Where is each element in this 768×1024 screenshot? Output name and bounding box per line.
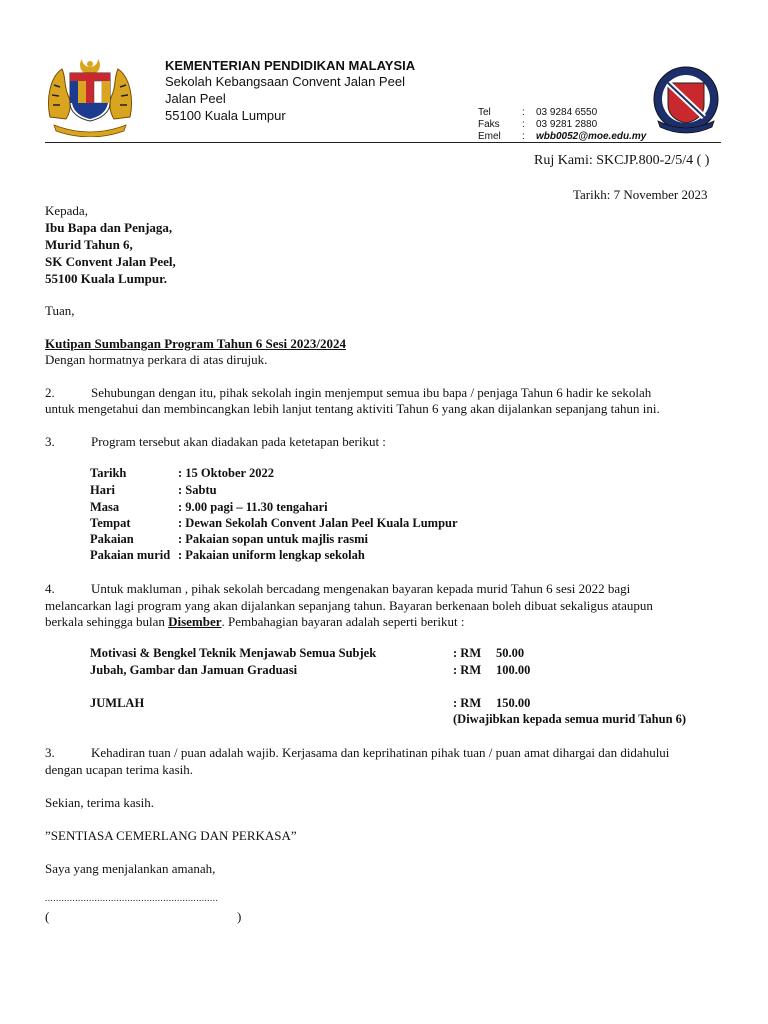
event-value: : Pakaian sopan untuk majlis rasmi	[178, 532, 368, 546]
event-value: : Dewan Sekolah Convent Jalan Peel Kuala Lumpur	[178, 516, 458, 530]
recipient-line: 55100 Kuala Lumpur.	[45, 271, 167, 286]
closing-line: Sekian, terima kasih.	[45, 795, 155, 810]
para2-line2: untuk mengetahui dan membincangkan lebih lanjut tentang aktiviti Tahun 6 yang akan dijalankan sepanjang tahun ini.	[45, 401, 660, 416]
total-note: (Diwajibkan kepada semua murid Tahun 6)	[453, 712, 687, 726]
event-label: Masa	[90, 500, 120, 514]
header-divider	[45, 142, 721, 143]
event-value: : Sabtu	[178, 483, 217, 497]
contact-label: Emel	[478, 131, 501, 142]
letter-subject: Kutipan Sumbangan Program Tahun 6 Sesi 2023/2024	[45, 336, 347, 351]
para4-line1: Untuk makluman , pihak sekolah bercadang mengenakan bayaran kepada murid Tahun 6 sesi 2022 bagi	[91, 581, 631, 596]
letter-date: Tarikh: 7 November 2023	[573, 187, 708, 202]
ministry-crest-logo	[44, 55, 136, 137]
school-address-line2: 55100 Kuala Lumpur	[165, 108, 286, 123]
event-label: Hari	[90, 483, 115, 497]
para3-line1: Program tersebut akan diadakan pada ketetapan berikut :	[91, 434, 386, 449]
reference-number: Ruj Kami: SKCJP.800-2/5/4 ( )	[534, 153, 710, 168]
signature-paren-open: (	[45, 909, 50, 924]
contact-sep: :	[522, 107, 525, 118]
recipient-line: Ibu Bapa dan Penjaga,	[45, 220, 173, 235]
para2-number: 2.	[45, 385, 55, 400]
event-value: : 9.00 pagi – 11.30 tengahari	[178, 500, 328, 514]
signature-paren-close: )	[237, 909, 242, 924]
fee-currency: : RM	[453, 663, 482, 677]
school-name: Sekolah Kebangsaan Convent Jalan Peel	[165, 74, 405, 89]
school-motto: ”SENTIASA CEMERLANG DAN PERKASA”	[45, 828, 297, 843]
event-value: : Pakaian uniform lengkap sekolah	[178, 548, 365, 562]
para4-number: 4.	[45, 581, 55, 596]
fee-currency: : RM	[453, 646, 482, 660]
event-label: Tempat	[90, 516, 131, 530]
contact-value: 03 9281 2880	[536, 119, 598, 130]
contact-value: 03 9284 6550	[536, 107, 598, 118]
total-amount: 150.00	[496, 696, 531, 710]
para5-number: 3.	[45, 745, 55, 760]
fee-amount: 100.00	[496, 663, 531, 677]
para4-line3-post: . Pembahagian bayaran adalah seperti berikut :	[221, 614, 465, 629]
recipient-to: Kepada,	[45, 203, 88, 218]
contact-value: wbb0052@moe.edu.my	[536, 131, 647, 142]
event-label: Pakaian	[90, 532, 134, 546]
contact-label: Tel	[478, 107, 491, 118]
ministry-name: KEMENTERIAN PENDIDIKAN MALAYSIA	[165, 58, 416, 73]
contact-label: Faks	[478, 119, 500, 130]
total-label: JUMLAH	[90, 696, 145, 710]
recipient-line: SK Convent Jalan Peel,	[45, 254, 176, 269]
total-currency: : RM	[453, 696, 482, 710]
para4-month-emphasis: Disember	[168, 614, 222, 629]
para2-line1: Sehubungan dengan itu, pihak sekolah ingin menjemput semua ibu bapa / penjaga Tahun 6 hadir ke sekolah	[91, 385, 652, 400]
sign-off: Saya yang menjalankan amanah,	[45, 861, 216, 876]
para5-line2: dengan ucapan terima kasih.	[45, 762, 193, 777]
contact-sep: :	[522, 119, 525, 130]
fee-label: Motivasi & Bengkel Teknik Menjawab Semua Subjek	[90, 646, 377, 660]
event-label: Tarikh	[90, 466, 127, 480]
para4-line3-pre: berkala sehingga bulan	[45, 614, 169, 629]
para4-line2: melancarkan lagi program yang akan dijalankan sepanjang tahun. Bayaran berkenaan boleh dibuat sekaligus ataupun	[45, 598, 653, 613]
school-badge-logo	[652, 65, 720, 137]
school-address-line1: Jalan Peel	[165, 91, 226, 106]
salutation: Tuan,	[45, 303, 75, 318]
recipient-line: Murid Tahun 6,	[45, 237, 133, 252]
para5-line1: Kehadiran tuan / puan adalah wajib. Kerjasama dan keprihatinan pihak tuan / puan amat dihargai dan didahului	[91, 745, 670, 760]
intro-line: Dengan hormatnya perkara di atas dirujuk.	[45, 352, 268, 367]
para3-number: 3.	[45, 434, 55, 449]
para4-line3	[45, 614, 464, 630]
contact-sep: :	[522, 131, 525, 142]
signature-dots: ...............................................................	[45, 893, 219, 903]
fee-amount: 50.00	[496, 646, 525, 660]
event-label: Pakaian murid	[90, 548, 171, 562]
fee-label: Jubah, Gambar dan Jamuan Graduasi	[90, 663, 298, 677]
event-value: : 15 Oktober 2022	[178, 466, 274, 480]
